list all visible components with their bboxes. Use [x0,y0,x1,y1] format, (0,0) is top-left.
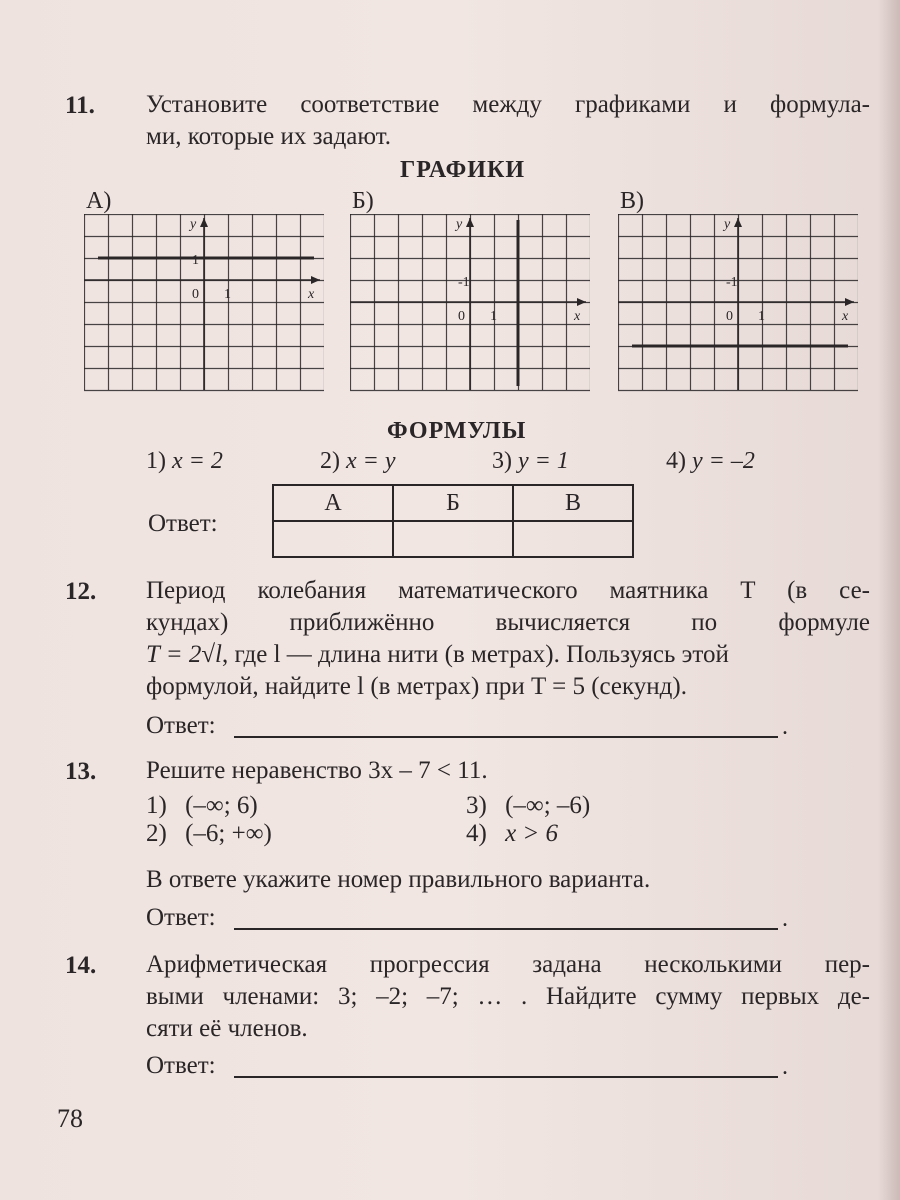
task14-answer-label: Ответ: [146,1052,216,1079]
task13-option-2-value: (–6; +∞) [185,820,272,847]
formula-1-expr: x = 2 [172,448,223,474]
task13-option-2 [146,818,272,850]
task13-option-2-num: 2) [146,820,167,847]
graph-c-label: В) [620,188,644,214]
formula-3 [492,448,569,475]
origin-label: 0 [458,309,465,324]
x-axis-label: x [308,287,315,302]
x-tick-one-label: 1 [758,309,765,324]
formula-4-num: 4) [666,448,686,474]
task14-line3: сяти её членов. [146,1015,308,1042]
graphs-heading: ГРАФИКИ [400,157,526,183]
task12-formula: T = 2√l [146,641,222,668]
task13-answer-label: Ответ: [146,904,216,931]
graph-a [84,214,324,396]
task12-line3-text: , где l — длина нити (в метрах). Пользуясь этой [222,641,729,668]
answer-header-a: А [273,485,393,521]
task13-text: Решите неравенство 3x – 7 < 11. [146,757,488,784]
task13-option-4-value: x > 6 [505,820,559,847]
formula-3-expr: y = 1 [518,448,569,474]
y-axis-label: y [456,217,463,232]
task14-answer-dot: . [782,1054,788,1080]
formula-2 [320,448,396,475]
formula-3-num: 3) [492,448,512,474]
answer-table [272,484,634,558]
task12-line4: формулой, найдите l (в метрах) при T = 5 (секунд). [146,673,687,700]
task13-option-1-value: (–∞; 6) [185,792,258,819]
origin-label: 0 [192,287,199,302]
graph-b-label: Б) [352,188,374,214]
formulas-heading: ФОРМУЛЫ [387,418,527,444]
x-axis-label: x [574,309,581,324]
y-tick-label: -1 [726,275,738,290]
task13-option-3-num: 3) [466,792,487,819]
page-number: 78 [57,1104,83,1133]
y-axis-label: y [724,217,731,232]
formula-4 [666,448,755,475]
task14-line1: Арифметическая прогрессия задана несколькими пер- [146,951,870,978]
task13-answer-dot: . [782,906,788,932]
task12-line1: Период колебания математического маятника T (в се- [146,577,870,604]
y-axis-arrow [200,218,208,227]
task13-number: 13. [65,758,97,785]
x-axis-arrow [311,276,320,284]
task14-number: 14. [65,952,97,979]
task13-option-4 [466,818,558,850]
task12-answer-line[interactable] [234,736,778,738]
task12-line2: кундах) приближённо вычисляется по формуле [146,609,870,636]
y-axis-arrow [466,218,474,227]
answer-header-c: В [513,485,633,521]
answer-cell-a[interactable] [273,521,393,557]
graph-c [618,214,858,396]
task14-answer-line[interactable] [234,1076,778,1078]
task13-instruction: В ответе укажите номер правильного варианта. [146,866,651,893]
formula-2-expr: x = y [346,448,396,474]
task12-answer-dot: . [782,714,788,740]
x-tick-one-label: 1 [490,309,497,324]
x-tick-one-label: 1 [224,287,231,302]
y-tick-label: -1 [458,275,470,290]
x-axis-arrow [845,298,854,306]
answer-cell-b[interactable] [393,521,513,557]
page-edge-shadow [878,0,900,1200]
task11-text-line1: Установите соответствие между графиками и формула- [146,91,870,118]
graph-b [350,214,590,396]
y-axis-label: y [190,217,197,232]
answer-header-b: Б [393,485,513,521]
task11-number: 11. [65,92,95,119]
graph-a-label: А) [86,188,112,214]
formula-1-num: 1) [146,448,166,474]
y-axis-arrow [734,218,742,227]
task12-answer-label: Ответ: [146,712,216,739]
y-tick-label: 1 [192,253,199,268]
x-axis-arrow [577,298,586,306]
formula-4-expr: y = –2 [692,448,755,474]
formula-1 [146,448,223,475]
task12-line3 [146,639,870,671]
task11-text-line2: ми, которые их задают. [146,123,392,150]
task13-option-4-num: 4) [466,820,487,847]
task13-option-1-num: 1) [146,792,167,819]
task13-answer-line[interactable] [234,928,778,930]
answer-cell-c[interactable] [513,521,633,557]
formula-2-num: 2) [320,448,340,474]
origin-label: 0 [726,309,733,324]
task11-answer-label: Ответ: [148,510,218,537]
task12-number: 12. [65,578,97,605]
task13-option-3-value: (–∞; –6) [505,792,591,819]
x-axis-label: x [842,309,849,324]
task14-line2: выми членами: 3; –2; –7; … . Найдите сумму первых де- [146,983,870,1010]
